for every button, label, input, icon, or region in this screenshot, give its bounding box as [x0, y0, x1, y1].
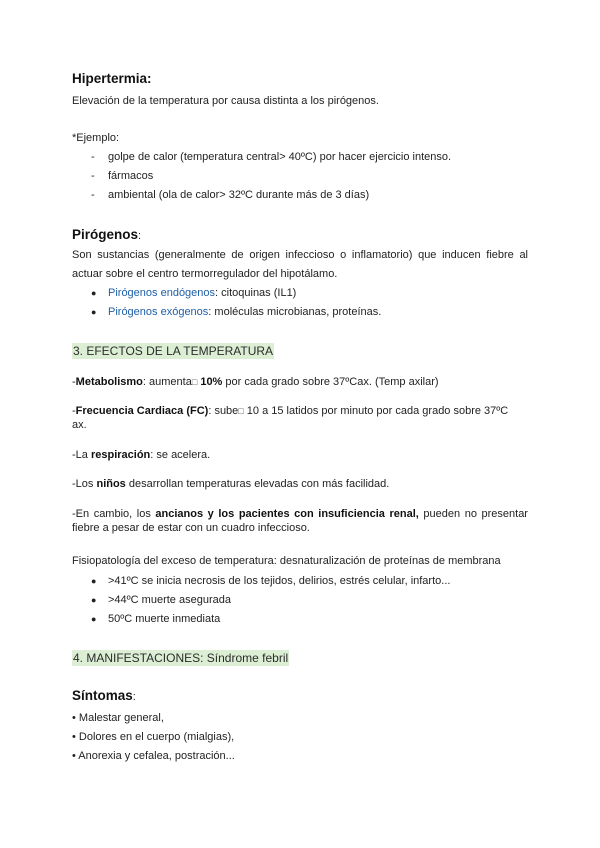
example-label: *Ejemplo:: [72, 132, 120, 144]
bullet-icon: ●: [91, 307, 97, 317]
fc-line2: ax.: [72, 419, 87, 431]
list-item: • Dolores en el cuerpo (mialgias),: [72, 731, 235, 743]
metabolismo-line: -Metabolismo: aumenta□ 10% por cada grado sobre 37ºCax. (Temp axilar): [72, 376, 439, 388]
pirogenos-heading: Pirógenos:: [72, 227, 142, 242]
fisiopatologia-line: Fisiopatología del exceso de temperatura: desnaturalización de proteínas de membrana: [72, 555, 501, 567]
list-item: ● Pirógenos endógenos: citoquinas (IL1): [91, 287, 297, 299]
dash-icon: -: [91, 189, 95, 201]
respiracion-line: -La respiración: se acelera.: [72, 449, 211, 461]
missing-glyph-icon: □: [238, 406, 244, 416]
list-item: • Anorexia y cefalea, postración...: [72, 750, 235, 762]
ancianos-line1: -En cambio, los ancianos y los pacientes con insuficiencia renal, pueden no presentar: [72, 508, 528, 520]
missing-glyph-icon: □: [191, 377, 198, 387]
section-3-heading: 3. EFECTOS DE LA TEMPERATURA: [73, 344, 274, 358]
fc-line1: -Frecuencia Cardiaca (FC): sube□ 10 a 15 latidos por minuto por cada grado sobre 37ºC: [72, 405, 509, 417]
ninos-line: -Los niños desarrollan temperaturas elevadas con más facilidad.: [72, 478, 390, 490]
list-item: ● >41ºC se inicia necrosis de los tejidos, delirios, estrés celular, infarto...: [91, 575, 451, 587]
pirogenos-title: Pirógenos: [72, 227, 139, 242]
bullet-icon: ●: [91, 576, 97, 586]
sintomas-heading: Síntomas:: [72, 688, 136, 703]
list-item: • Malestar general,: [72, 712, 164, 724]
hipertermia-definition: Elevación de la temperatura por causa distinta a los pirógenos.: [72, 95, 379, 107]
list-item: - fármacos: [91, 170, 154, 182]
dash-icon: -: [91, 151, 95, 163]
list-item: ● Pirógenos exógenos: moléculas microbianas, proteínas.: [91, 306, 382, 318]
sintomas-title: Síntomas: [72, 688, 133, 703]
bullet-icon: ●: [91, 595, 97, 605]
hipertermia-title: Hipertermia:: [72, 71, 152, 86]
pirogenos-definition-line2: actuar sobre el centro termorregulador del hipotálamo.: [72, 268, 338, 280]
bullet-icon: ●: [91, 288, 97, 298]
pirogenos-definition-line1: Son sustancias (generalmente de origen infeccioso o inflamatorio) que inducen fiebre al: [72, 249, 528, 261]
dash-icon: -: [91, 170, 95, 182]
list-item: ● 50ºC muerte inmediata: [91, 613, 221, 625]
list-item: - golpe de calor (temperatura central> 40ºC) por hacer ejercicio intenso.: [91, 151, 452, 163]
section-4-heading: 4. MANIFESTACIONES: Síndrome febril: [73, 651, 289, 665]
ancianos-line2: fiebre a pesar de estar con un cuadro infeccioso.: [72, 522, 310, 534]
bullet-icon: ●: [91, 614, 97, 624]
list-item: - ambiental (ola de calor> 32ºC durante más de 3 días): [91, 189, 370, 201]
list-item: ● >44ºC muerte asegurada: [91, 594, 231, 606]
